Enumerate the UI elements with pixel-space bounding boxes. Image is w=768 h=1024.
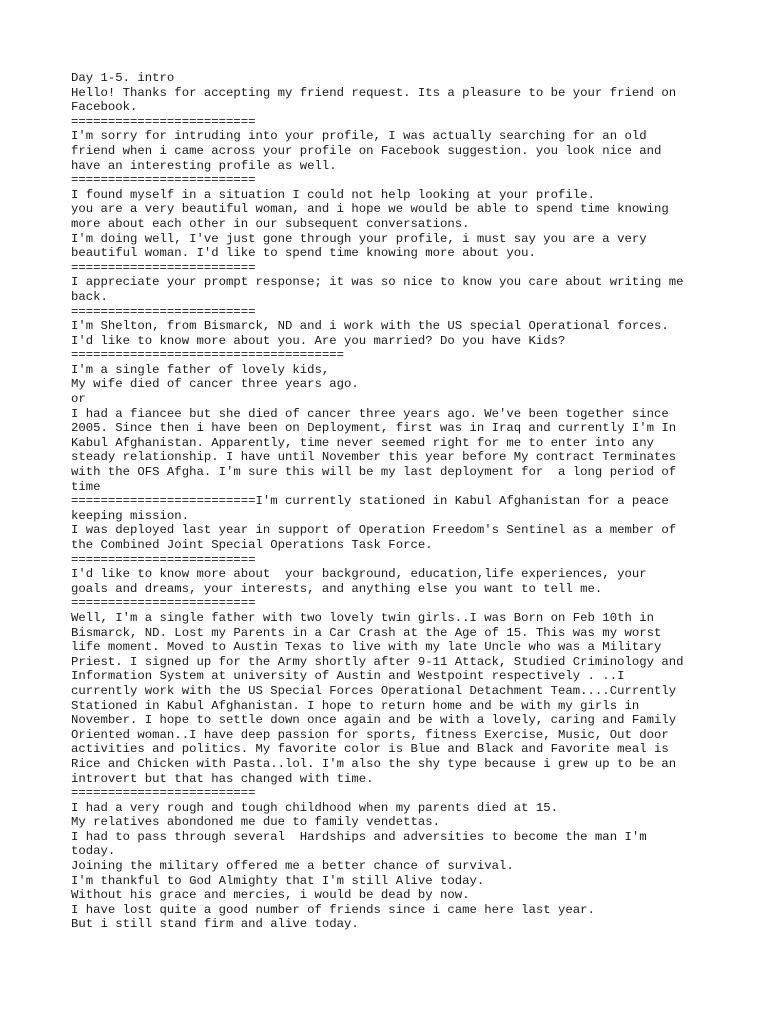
text-line: November. I hope to settle down once again and be with a lovely, caring and Family xyxy=(71,713,677,728)
text-line: Day 1-5. intro xyxy=(71,71,175,85)
text-line: Well, I'm a single father with two lovely twin girls..I was Born on Feb 10th in xyxy=(71,610,654,625)
text-line: Without his grace and mercies, i would be dead by now. xyxy=(71,888,470,903)
text-line: I'd like to know more about your background, education,life experiences, your xyxy=(71,567,647,582)
text-line: I appreciate your prompt response; it was so nice to know you care about writing me xyxy=(71,275,684,290)
text-line: I'm doing well, I've just gone through your profile, i must say you are a very xyxy=(71,231,647,246)
text-line: more about each other in our subsequent conversations. xyxy=(71,216,470,231)
text-line: today. xyxy=(71,844,116,859)
text-line: activities and politics. My favorite color is Blue and Black and Favorite meal is xyxy=(71,742,669,757)
text-line: have an interesting profile as well. xyxy=(71,158,337,173)
text-line: friend when i came across your profile on Facebook suggestion. you look nice and xyxy=(71,143,662,158)
text-line: I'm thankful to God Almighty that I'm still Alive today. xyxy=(71,873,485,888)
text-line: Hello! Thanks for accepting my friend request. Its a pleasure to be your friend on xyxy=(71,85,677,100)
text-line: the Combined Joint Special Operations Task Force. xyxy=(71,538,433,552)
text-line: I was deployed last year in support of Operation Freedom's Sentinel as a member of xyxy=(71,523,677,538)
separator-line: ========================= xyxy=(71,173,256,188)
separator-line: ========================= xyxy=(71,786,256,801)
text-line: I had a very rough and tough childhood when my parents died at 15. xyxy=(71,800,559,815)
text-line: =========================I'm currently stationed in Kabul Afghanistan for a peace xyxy=(71,494,669,509)
separator-line: ========================= xyxy=(71,596,256,611)
text-line: you are a very beautiful woman, and i hope we would be able to spend time knowing xyxy=(71,202,669,217)
text-line: Bismarck, ND. Lost my Parents in a Car Crash at the Age of 15. This was my worst xyxy=(71,625,662,640)
text-line: beautiful woman. I'd like to spend time knowing more about you. xyxy=(71,246,536,261)
separator-line: ========================= xyxy=(71,260,256,275)
text-line: I had a fiancee but she died of cancer three years ago. We've been together since xyxy=(71,406,669,421)
text-line: Kabul Afghanistan. Apparently, time never seemed right for me to enter into any xyxy=(71,435,654,450)
text-line: currently work with the US Special Forces Operational Detachment Team....Currently xyxy=(71,683,677,698)
text-line: I have lost quite a good number of friends since i came here last year. xyxy=(71,902,595,917)
text-line: I found myself in a situation I could not help looking at your profile. xyxy=(71,187,595,202)
text-line: I'm Shelton, from Bismarck, ND and i work with the US special Operational forces. xyxy=(71,319,669,334)
text-line: But i still stand firm and alive today. xyxy=(71,917,359,932)
document-text xyxy=(71,71,711,932)
separator-line: ========================= xyxy=(71,552,256,567)
text-line: keeping mission. xyxy=(71,508,190,523)
text-line: Information System at university of Austin and Westpoint respectively . ..I xyxy=(71,669,625,684)
text-line: I'd like to know more about you. Are you married? Do you have Kids? xyxy=(71,333,566,348)
text-line: Priest. I signed up for the Army shortly after 9-11 Attack, Studied Criminology and xyxy=(71,654,684,669)
separator-line: ========================= xyxy=(71,304,256,319)
separator-line: ===================================== xyxy=(71,348,345,363)
text-line: Joining the military offered me a better chance of survival. xyxy=(71,859,514,874)
text-line: life moment. Moved to Austin Texas to live with my late Uncle who was a Military xyxy=(71,640,662,655)
text-line: steady relationship. I have until November this year before My contract Terminates xyxy=(71,450,677,465)
text-line: I'm a single father of lovely kids, xyxy=(71,362,330,377)
text-line: I had to pass through several Hardships and adversities to become the man I'm xyxy=(71,829,647,844)
text-line: Rice and Chicken with Pasta..lol. I'm also the shy type because i grew up to be an xyxy=(71,756,677,771)
separator-line: ========================= xyxy=(71,114,256,129)
text-line: goals and dreams, your interests, and anything else you want to tell me. xyxy=(71,581,603,596)
text-line: or xyxy=(71,392,86,407)
text-line: 2005. Since then i have been on Deployment, first was in Iraq and currently I'm In xyxy=(71,421,677,436)
text-line: Stationed in Kabul Afghanistan. I hope to return home and be with my girls in xyxy=(71,698,640,713)
text-line: Facebook. xyxy=(71,100,138,115)
text-line: Oriented woman..I have deep passion for sports, fitness Exercise, Music, Out door xyxy=(71,727,669,742)
text-line: My wife died of cancer three years ago. xyxy=(71,377,359,392)
text-line: time xyxy=(71,479,101,494)
text-line: with the OFS Afgha. I'm sure this will be my last deployment for a long period of xyxy=(71,465,677,480)
text-line: introvert but that has changed with time. xyxy=(71,771,374,786)
text-line: My relatives abondoned me due to family vendettas. xyxy=(71,815,440,830)
text-line: I'm sorry for intruding into your profile, I was actually searching for an old xyxy=(71,129,647,144)
text-line: back. xyxy=(71,289,108,304)
